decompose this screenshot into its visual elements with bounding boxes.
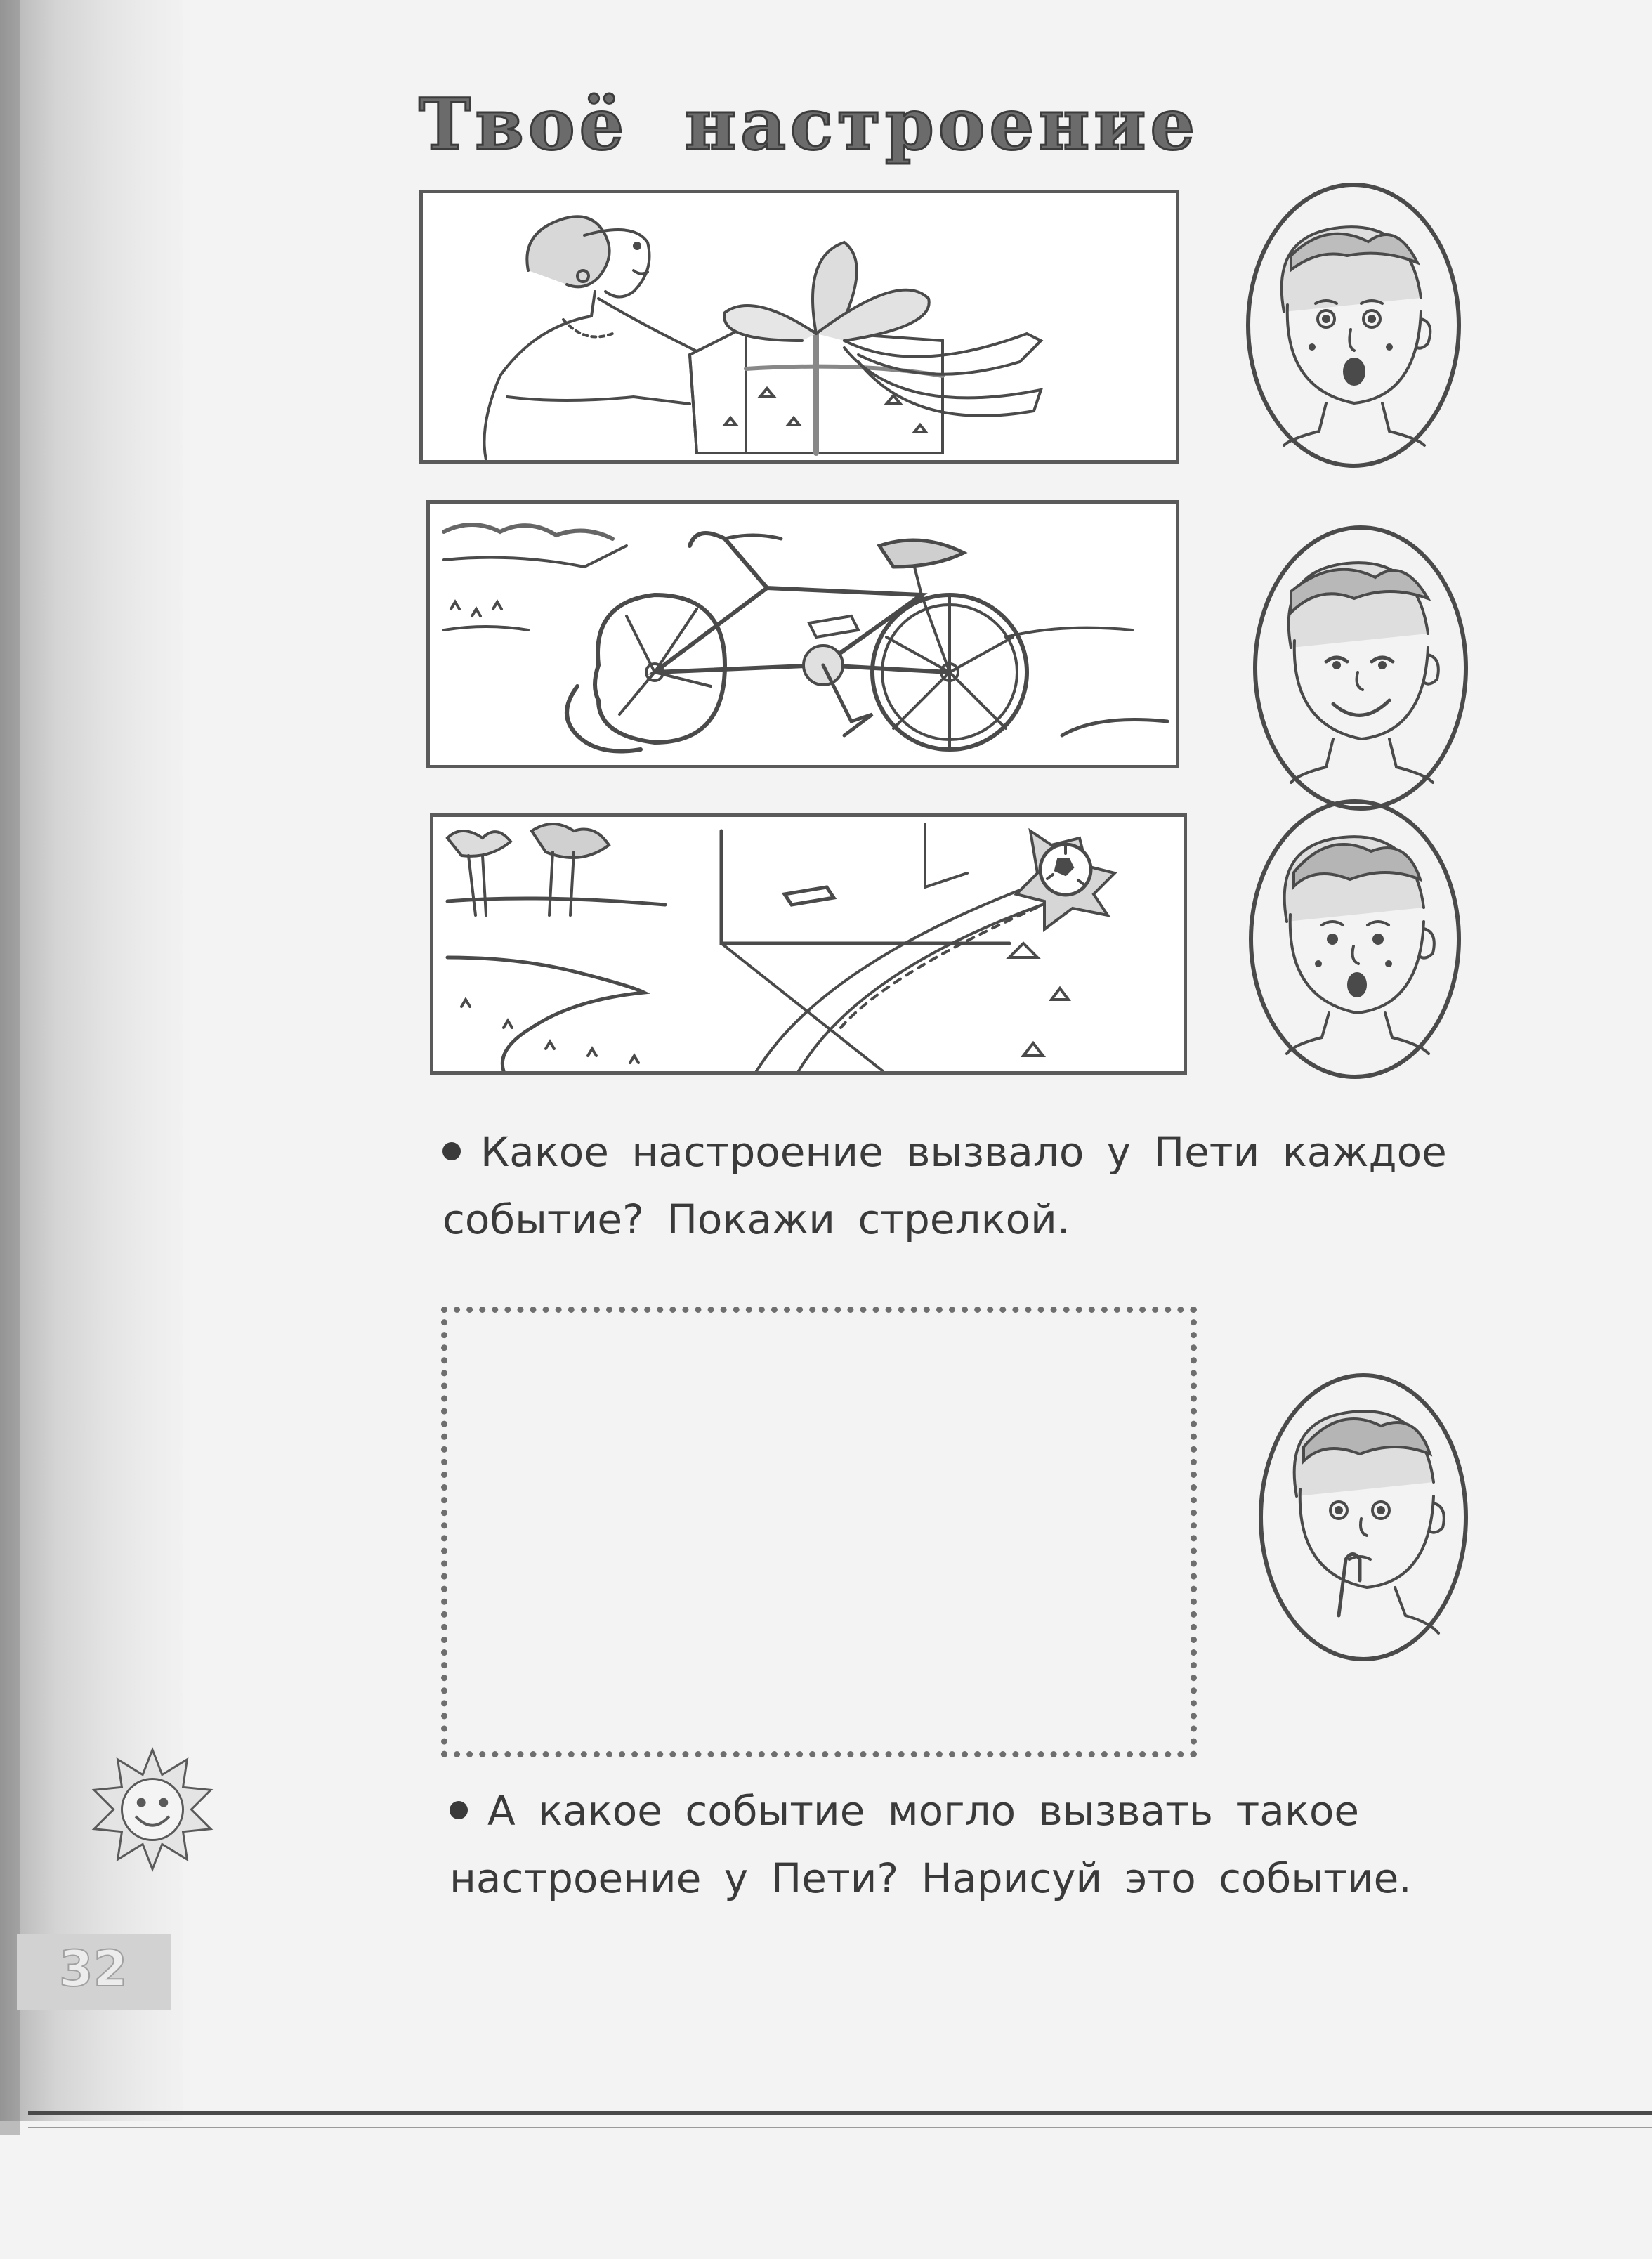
gift-scene-icon bbox=[419, 190, 1179, 464]
book-spine-edge bbox=[0, 0, 20, 2135]
task2-line2: настроение у Пети? Нарисуй это событие. bbox=[450, 1854, 1412, 1902]
drawing-area[interactable] bbox=[441, 1307, 1197, 1757]
page-bottom-edge bbox=[28, 2111, 1652, 2115]
task2-line1: А какое событие могло вызвать такое bbox=[487, 1787, 1360, 1835]
surprised-face-icon bbox=[1245, 795, 1465, 1083]
task1-line2: событие? Покажи стрелкой. bbox=[442, 1196, 1070, 1243]
bullet-icon bbox=[442, 1142, 461, 1160]
house-wall bbox=[721, 824, 1009, 1071]
trees-and-grass bbox=[447, 824, 665, 1071]
broken-bicycle-scene-icon bbox=[426, 500, 1179, 768]
mother-figure bbox=[485, 216, 704, 460]
page-number: 32 bbox=[59, 1940, 128, 1998]
background-bushes bbox=[444, 525, 1167, 735]
frightened-face-icon bbox=[1242, 178, 1465, 472]
thinking-face-icon bbox=[1254, 1370, 1472, 1665]
smiling-sun-icon bbox=[90, 1746, 215, 1873]
task-instruction-1 bbox=[442, 1118, 1447, 1253]
bicycle bbox=[567, 533, 1027, 752]
gift-box bbox=[690, 242, 1041, 453]
smiling-face-icon bbox=[1249, 521, 1472, 815]
ball-broken-window-scene-icon bbox=[430, 813, 1187, 1075]
page-bottom-edge-2 bbox=[28, 2127, 1652, 2128]
bullet-icon bbox=[450, 1801, 468, 1819]
task-instruction-2 bbox=[450, 1777, 1412, 1912]
task1-line1: Какое настроение вызвало у Пети каждое bbox=[480, 1128, 1447, 1176]
soccer-ball bbox=[1016, 831, 1115, 929]
page-title: Твоё настроение bbox=[419, 83, 1200, 166]
